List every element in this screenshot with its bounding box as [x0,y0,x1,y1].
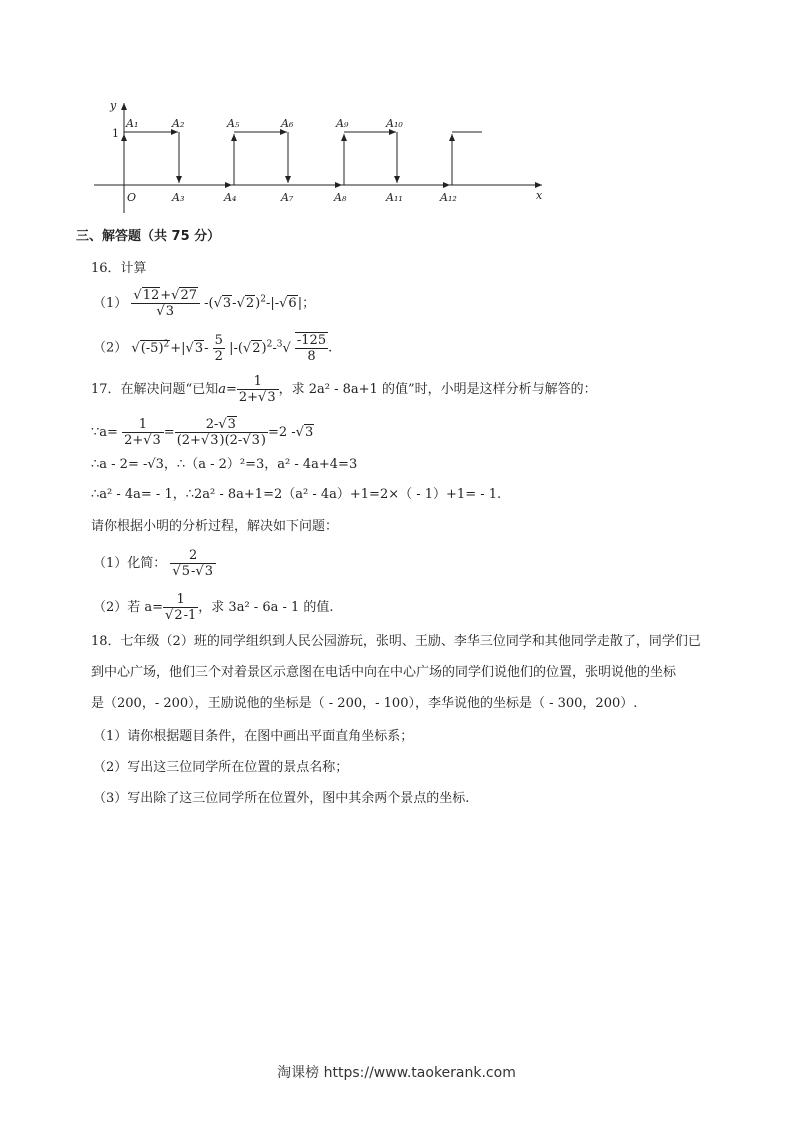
fraction: $\frac{1}{2+√3}$ [237,374,279,405]
q18-line3: 是（200，- 200），王励说他的坐标是（ - 200，- 100），李华说他的坐标是（ - 300，200）. [91,696,638,711]
q17-part1: （1）化简： $\frac{2}{√5-√3}$ [93,548,216,579]
q16-part1: （1） $\frac{√12+√27}{√3}$ $-(√3-√2)^2-|-√6|$； [93,288,316,319]
y-label: y [110,99,117,112]
point-label: A₄ [224,191,237,204]
fraction: $\frac{1}{√2-1}$ [165,592,197,623]
point-label: A₁₀ [386,117,403,130]
q17-line1: ∵a= $\frac{1}{2+√3}$ = $\frac{2-√3}{(2+√3)(2-√3)}$ =2 -√3 [91,417,314,448]
section-heading: 三、解答题（共 75 分） [76,229,221,244]
q17-line2: ∴a - 2= -√3，∴（a - 2）²=3，a² - 4a+4=3 [91,457,358,472]
fraction: $\frac{1}{2+√3}$ [122,417,164,448]
q18-sub1: （1）请你根据题目条件，在图中画出平面直角坐标系； [93,729,414,744]
fraction: $\frac{2-√3}{(2+√3)(2-√3)}$ [176,417,266,448]
q16-stem: 16．计算 [91,261,147,276]
fraction: $\frac{5}{2}$ [214,332,223,364]
fraction: $\frac{√12+√27}{√3}$ [131,288,200,319]
step-path-graph [90,95,550,215]
point-label: A₁₂ [440,191,457,204]
q17-prompt: 请你根据小明的分析过程，解决如下问题： [91,519,339,534]
part-label: （2） [93,340,128,356]
point-label: A₃ [172,191,185,204]
point-label: A₁ [126,117,139,130]
footer-watermark: 淘课榜 https://www.taokerank.com [277,1065,516,1081]
point-label: A₇ [281,191,294,204]
point-label: A₉ [336,117,349,130]
part-label: （1） [93,296,128,311]
point-label: A₈ [334,191,347,204]
q18-line2: 到中心广场，他们三个对着景区示意图在电话中向在中心广场的同学们说他们的位置，张明说他的坐标 [91,665,677,680]
q18-sub2: （2）写出这三位同学所在位置的景点名称； [93,760,349,775]
point-label: A₆ [281,117,294,130]
x-label: x [536,189,543,202]
point-label: A₁₁ [386,191,403,204]
one-label: 1 [112,127,119,140]
point-label: A₅ [227,117,240,130]
q17-part2: （2）若 a= $\frac{1}{√2-1}$ ，求 3a² - 6a - 1 的值. [93,592,334,623]
fraction: $\frac{-125}{8}$ [296,333,327,364]
fraction: $\frac{2}{√5-√3}$ [170,548,216,579]
q17-line3: ∴a² - 4a= - 1，∴2a² - 8a+1=2（a² - 4a）+1=2×（ - 1）+1= - 1. [91,487,502,502]
q16-part2: （2） $√(-5)^2+|√3-$ $\frac{5}{2}$ $|-(√2)^2-^3√$ $\frac{-125}{8}$ . [93,332,333,364]
q18-line1: 18．七年级（2）班的同学组织到人民公园游玩，张明、王励、李华三位同学和其他同学走散了，同学们已 [91,634,701,649]
point-label: A₂ [172,117,185,130]
origin-label: O [127,191,137,204]
q17-stem: 17．在解决问题“已知a= $\frac{1}{2+√3}$ ，求 2a² - 8a+1 的值”时，小明是这样分析与解答的： [91,374,597,405]
q18-sub3: （3）写出除了这三位同学所在位置外，图中其余两个景点的坐标. [93,791,470,806]
